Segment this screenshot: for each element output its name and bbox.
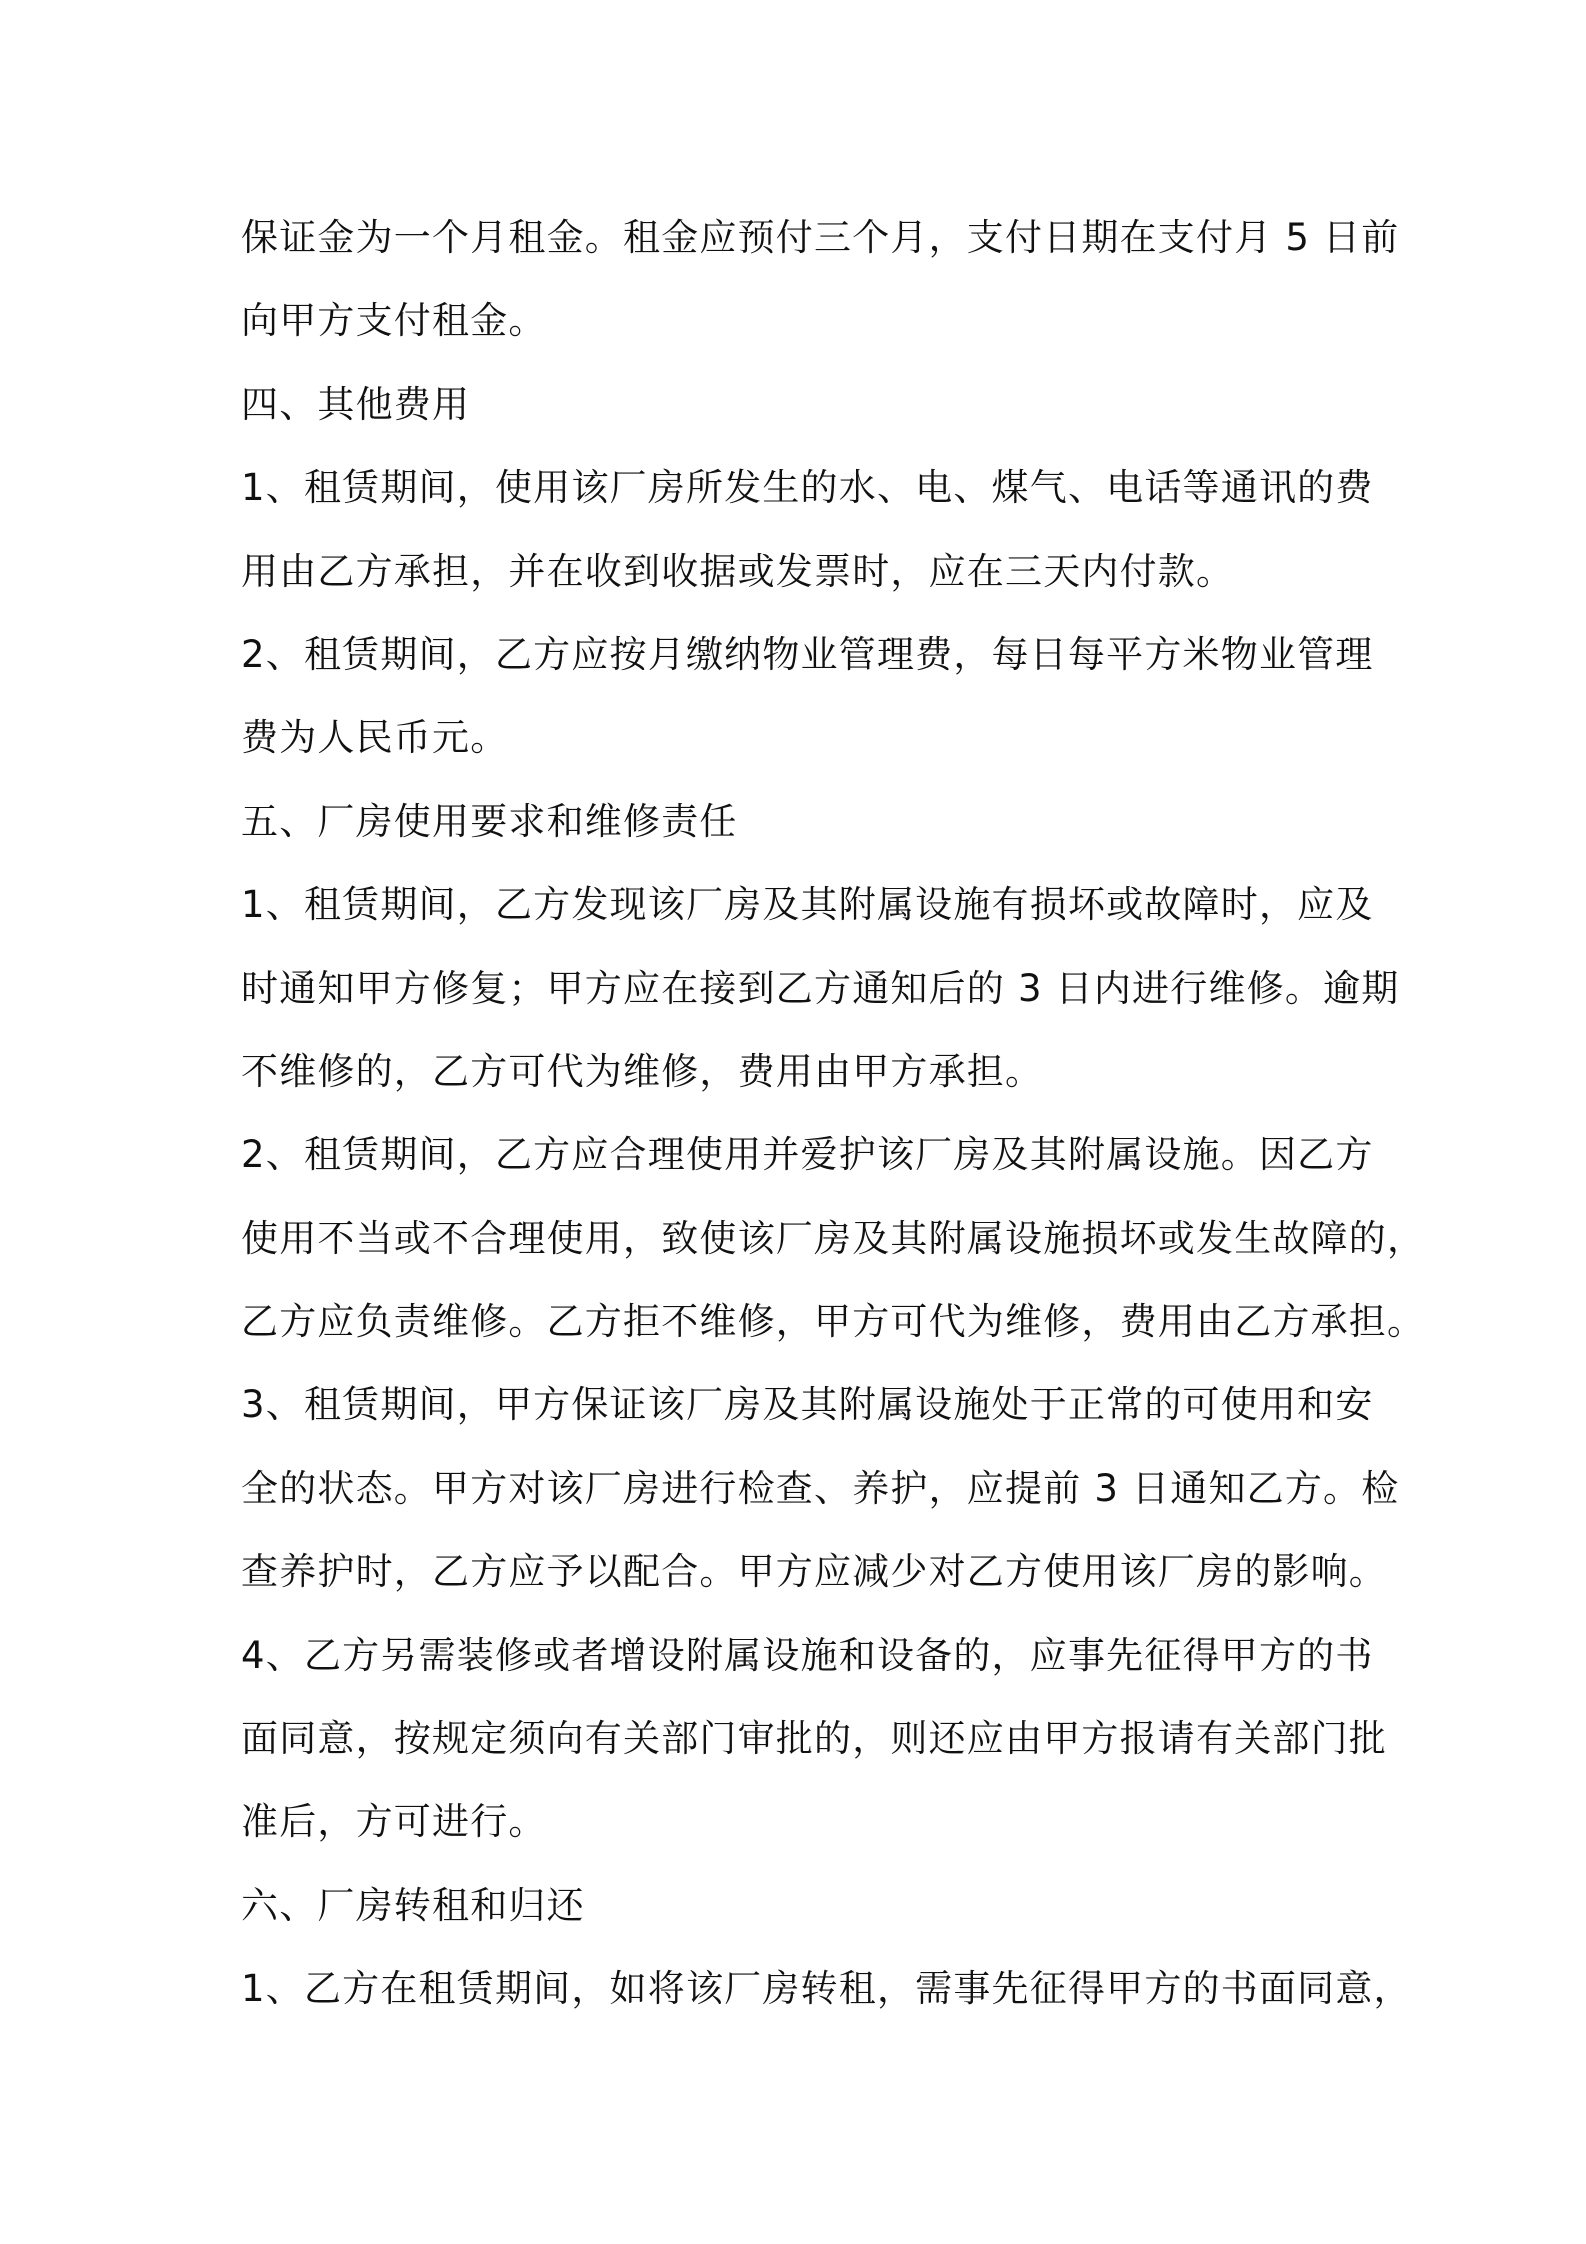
text-line: 用由乙方承担，并在收到收据或发票时，应在三天内付款。 (241, 549, 1235, 593)
text-line: 费为人民币元。 (241, 716, 509, 760)
text-line: 2、租赁期间，乙方应合理使用并爱护该厂房及其附属设施。因乙方 (241, 1133, 1374, 1177)
text-line: 面同意，按规定须向有关部门审批的，则还应由甲方报请有关部门批 (241, 1717, 1387, 1761)
document-body (241, 196, 1426, 2031)
text-line: 1、租赁期间，使用该厂房所发生的水、电、煤气、电话等通讯的费 (241, 466, 1374, 510)
text-line: 乙方应负责维修。乙方拒不维修，甲方可代为维修，费用由乙方承担。 (241, 1300, 1426, 1344)
section-heading: 五、厂房使用要求和维修责任 (241, 799, 738, 843)
text-line: 使用不当或不合理使用，致使该厂房及其附属设施损坏或发生故障的， (241, 1216, 1426, 1260)
text-line: 1、租赁期间，乙方发现该厂房及其附属设施有损坏或故障时，应及 (241, 883, 1374, 927)
text-line: 时通知甲方修复；甲方应在接到乙方通知后的 3 日内进行维修。逾期 (241, 966, 1400, 1010)
section-heading: 六、厂房转租和归还 (241, 1883, 585, 1927)
text-line: 准后，方可进行。 (241, 1800, 547, 1844)
text-line: 3、租赁期间，甲方保证该厂房及其附属设施处于正常的可使用和安 (241, 1383, 1374, 1427)
text-line: 不维修的，乙方可代为维修，费用由甲方承担。 (241, 1049, 1044, 1093)
text-line: 查养护时，乙方应予以配合。甲方应减少对乙方使用该厂房的影响。 (241, 1550, 1387, 1594)
text-line: 保证金为一个月租金。租金应预付三个月，支付日期在支付月 5 日前 (241, 216, 1400, 259)
text-line: 1、乙方在租赁期间，如将该厂房转租，需事先征得甲方的书面同意， (241, 1967, 1412, 2011)
text-line: 全的状态。甲方对该厂房进行检查、养护，应提前 3 日通知乙方。检 (241, 1466, 1400, 1510)
text-line: 4、乙方另需装修或者增设附属设施和设备的，应事先征得甲方的书 (241, 1633, 1374, 1677)
section-heading: 四、其他费用 (241, 382, 471, 426)
text-line: 向甲方支付租金。 (241, 299, 547, 343)
text-line: 2、租赁期间，乙方应按月缴纳物业管理费，每日每平方米物业管理 (241, 632, 1374, 676)
